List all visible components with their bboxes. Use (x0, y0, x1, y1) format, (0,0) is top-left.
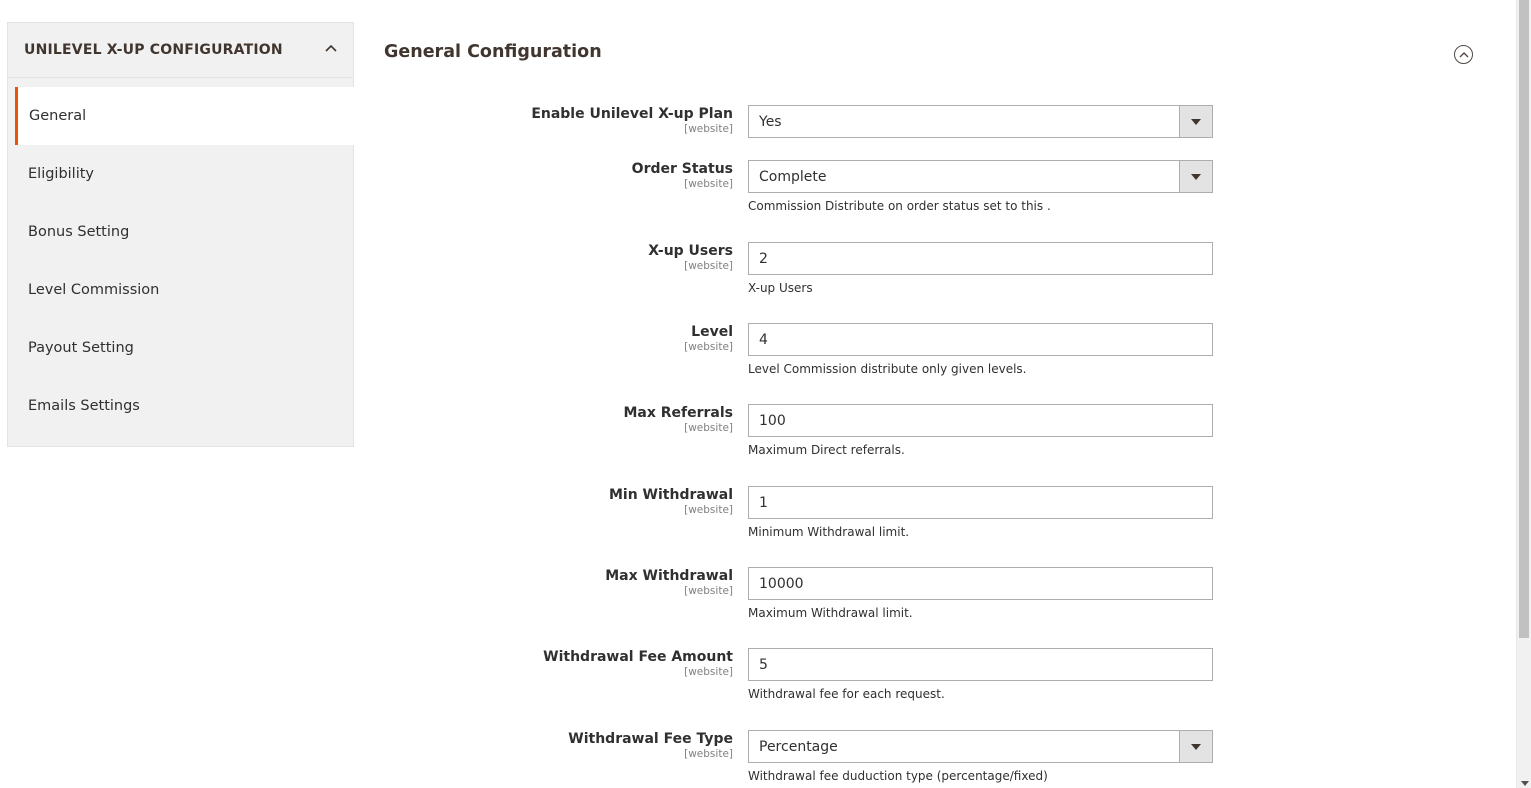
sidebar-item-emails-settings[interactable] (8, 377, 353, 435)
sidebar-list (8, 87, 353, 435)
sidebar-item-label: Level Commission (28, 282, 160, 298)
field-label: X-up Users (648, 243, 733, 259)
input-value: 100 (759, 412, 786, 429)
sidebar-item-label: Eligibility (28, 166, 95, 182)
sidebar-title: UNILEVEL X-UP CONFIGURATION (24, 42, 283, 58)
field-label: Order Status (631, 161, 733, 177)
level-input[interactable] (748, 323, 1213, 356)
field-label: Min Withdrawal (608, 487, 733, 503)
collapse-section-button[interactable] (1454, 45, 1473, 64)
chevron-up-icon[interactable] (325, 44, 337, 56)
enable-plan-select[interactable] (748, 105, 1213, 138)
field-label: Max Referrals (623, 405, 733, 421)
sidebar-item-general[interactable] (15, 87, 354, 145)
field-label: Withdrawal Fee Amount (543, 649, 733, 665)
scope-label: [website] (684, 341, 733, 353)
field-note: X-up Users (748, 281, 813, 295)
vertical-scrollbar[interactable] (1516, 0, 1531, 788)
sidebar-item-label: Payout Setting (28, 340, 134, 356)
field-note: Minimum Withdrawal limit. (748, 525, 910, 539)
field-label-group (403, 649, 733, 678)
sidebar-item-level-commission[interactable] (8, 261, 353, 319)
scope-label: [website] (684, 748, 733, 760)
field-note: Maximum Withdrawal limit. (748, 606, 913, 620)
sidebar-item-label: Emails Settings (28, 398, 140, 414)
field-label-group (403, 568, 733, 597)
chevron-down-icon[interactable] (1179, 106, 1212, 137)
chevron-down-icon[interactable] (1179, 161, 1212, 192)
input-value: 4 (759, 331, 768, 348)
scope-label: [website] (684, 123, 733, 135)
scope-label: [website] (684, 422, 733, 434)
input-value: 5 (759, 656, 768, 673)
chevron-down-icon[interactable] (1179, 731, 1212, 762)
select-value: Percentage (759, 738, 838, 755)
input-value: 1 (759, 494, 768, 511)
field-label-group (403, 161, 733, 190)
sidebar-item-payout-setting[interactable] (8, 319, 353, 377)
field-label-group (403, 405, 733, 434)
sidebar-item-label: Bonus Setting (28, 224, 130, 240)
config-sidebar (7, 22, 354, 447)
field-label: Max Withdrawal (605, 568, 733, 584)
xup-users-input[interactable] (748, 242, 1213, 275)
max-referrals-input[interactable] (748, 404, 1213, 437)
field-label-group (403, 731, 733, 760)
min-withdrawal-input[interactable] (748, 486, 1213, 519)
field-note: Maximum Direct referrals. (748, 443, 905, 457)
select-value: Complete (759, 168, 827, 185)
input-value: 10000 (759, 575, 804, 592)
order-status-select[interactable] (748, 160, 1213, 193)
field-label: Level (691, 324, 733, 340)
scope-label: [website] (684, 585, 733, 597)
select-value: Yes (759, 113, 782, 130)
field-label-group (403, 243, 733, 272)
sidebar-header[interactable] (8, 23, 353, 78)
withdrawal-fee-amount-input[interactable] (748, 648, 1213, 681)
scope-label: [website] (684, 666, 733, 678)
withdrawal-fee-type-select[interactable] (748, 730, 1213, 763)
scope-label: [website] (684, 260, 733, 272)
field-label: Withdrawal Fee Type (568, 731, 733, 747)
field-note: Level Commission distribute only given levels. (748, 362, 1027, 376)
sidebar-item-eligibility[interactable] (8, 145, 353, 203)
field-label: Enable Unilevel X-up Plan (531, 106, 733, 122)
page-title: General Configuration (384, 42, 602, 62)
field-note: Withdrawal fee duduction type (percentage/fixed) (748, 769, 1048, 783)
chevron-up-icon (1459, 51, 1469, 58)
scrollbar-thumb[interactable] (1519, 0, 1529, 638)
scope-label: [website] (684, 504, 733, 516)
field-label-group (403, 106, 733, 135)
field-note: Withdrawal fee for each request. (748, 687, 945, 701)
max-withdrawal-input[interactable] (748, 567, 1213, 600)
input-value: 2 (759, 250, 768, 267)
scope-label: [website] (684, 178, 733, 190)
sidebar-item-bonus-setting[interactable] (8, 203, 353, 261)
field-label-group (403, 324, 733, 353)
field-label-group (403, 487, 733, 516)
field-note: Commission Distribute on order status set to this . (748, 199, 1051, 213)
scroll-down-arrow-icon[interactable] (1521, 781, 1529, 786)
sidebar-item-label: General (29, 108, 87, 124)
